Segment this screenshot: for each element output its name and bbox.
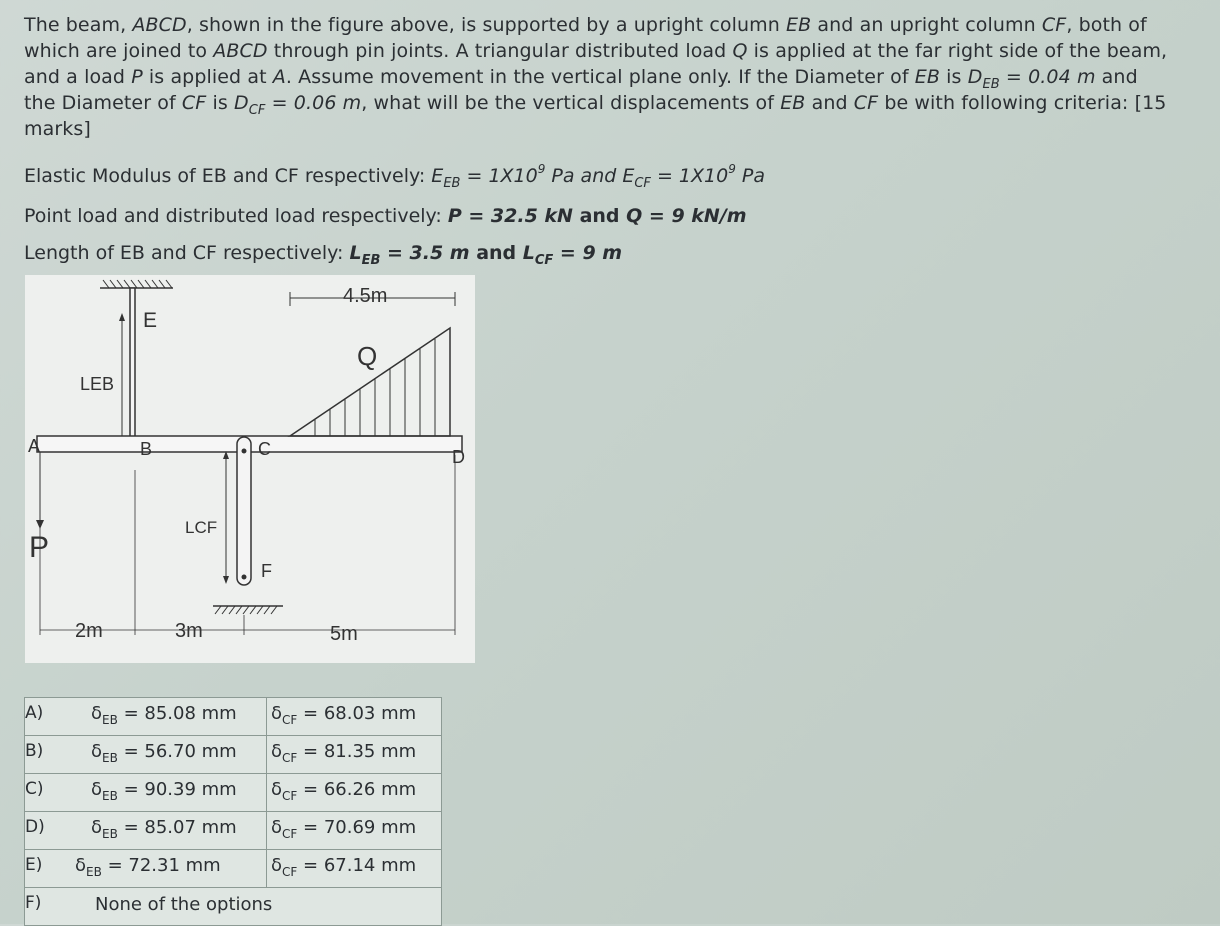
diameter-eb-subscript: EB xyxy=(982,77,1000,92)
spec-label: Point load and distributed load respectively: xyxy=(24,205,448,227)
pin-c xyxy=(242,449,247,454)
ground-hatch-bottom xyxy=(215,606,277,614)
option-c[interactable] xyxy=(25,774,441,812)
label-c: C xyxy=(258,439,271,459)
question-fragment: through pin joints. xyxy=(267,40,456,62)
label-lcf: LCF xyxy=(185,518,218,537)
spec-subscript: CF xyxy=(534,253,554,268)
option-cf-value: $\delta_{CF} = 81.35$ mm xyxy=(271,741,417,765)
label-b: B xyxy=(140,439,153,459)
question-fragment: The beam, xyxy=(24,14,133,36)
option-eb-value: $\delta_{EB} = 72.31$ mm xyxy=(75,855,221,879)
question-fragment: is applied at xyxy=(142,66,273,88)
spec-subscript: EB xyxy=(443,176,461,191)
elastic-modulus-spec xyxy=(24,163,765,189)
question-fragment: , both of which are joined to xyxy=(24,14,1147,62)
spec-symbol: E xyxy=(431,165,444,187)
diameter-cf-subscript: CF xyxy=(248,103,266,118)
question-fragment: , what will be the vertical displacements of xyxy=(361,92,781,114)
length-spec xyxy=(24,240,622,266)
column-cf-shape xyxy=(237,437,251,585)
spec-exponent: 9 xyxy=(728,162,736,176)
column-eb-shape xyxy=(130,288,135,443)
option-e[interactable] xyxy=(25,850,441,888)
spec-value-q: Q = 9 kN/m xyxy=(626,205,747,227)
option-f[interactable] xyxy=(25,888,441,925)
option-letter: A) xyxy=(25,703,44,723)
option-cf-value: $\delta_{CF} = 70.69$ mm xyxy=(271,817,417,841)
spec-value: = 3.5 m xyxy=(380,242,470,264)
point-a: A xyxy=(272,66,286,88)
spec-symbol: L xyxy=(349,242,362,264)
diameter-eb-value: 0.04 m xyxy=(1028,66,1096,88)
question-text xyxy=(24,12,1174,142)
beam-diagram xyxy=(25,275,475,663)
column-cf: CF xyxy=(1041,14,1067,36)
option-letter: D) xyxy=(25,817,45,837)
option-letter: B) xyxy=(25,741,44,761)
pin-f xyxy=(242,575,247,580)
diameter-cf-symbol: D xyxy=(234,92,249,114)
spec-connector: and xyxy=(469,242,523,264)
spec-label: Length of EB and CF respectively: xyxy=(24,242,350,264)
question-fragment: is xyxy=(940,66,968,88)
column-eb: EB xyxy=(914,66,941,88)
spec-subscript: CF xyxy=(634,176,651,191)
column-cf: CF xyxy=(181,92,207,114)
spec-unit: Pa and xyxy=(545,165,623,187)
answer-options xyxy=(24,697,442,926)
question-fragment: = xyxy=(999,66,1029,88)
option-cf-value: $\delta_{CF} = 67.14$ mm xyxy=(271,855,417,879)
question-fragment: , shown in the figure above, is supported by a upright column xyxy=(186,14,787,36)
option-eb-value: $\delta_{EB} = 56.70$ mm xyxy=(91,741,237,765)
option-cf-value: $\delta_{CF} = 68.03$ mm xyxy=(271,703,417,727)
label-e: E xyxy=(143,309,158,332)
option-letter: E) xyxy=(25,855,43,875)
spec-connector: and xyxy=(572,205,627,227)
load-spec xyxy=(24,203,747,229)
question-fragment: be with following criteria: [15 marks] xyxy=(24,92,1167,140)
question-fragment: A triangular distributed load xyxy=(455,40,733,62)
question-fragment: and xyxy=(805,92,854,114)
question-fragment: is xyxy=(206,92,234,114)
option-none-text: None of the options xyxy=(95,894,273,915)
spec-value: = 9 m xyxy=(553,242,623,264)
spec-value: = 1X10 xyxy=(650,165,729,187)
diameter-eb-symbol: D xyxy=(967,66,983,88)
question-fragment: is applied at the far right side of the beam, and a load xyxy=(24,40,1168,88)
option-d[interactable] xyxy=(25,812,441,850)
column-eb: EB xyxy=(780,92,806,114)
question-fragment: and an upright column xyxy=(811,14,1042,36)
label-p: P xyxy=(29,531,50,564)
option-eb-value: $\delta_{EB} = 90.39$ mm xyxy=(91,779,237,803)
question-fragment: . Assume movement in the vertical plane only. If the Diameter of xyxy=(285,66,915,88)
spec-symbol: E xyxy=(622,165,635,187)
beam-name: ABCD xyxy=(132,14,187,36)
dim-5m: 5m xyxy=(330,623,358,645)
dim-2m: 2m xyxy=(75,620,103,642)
label-d: D xyxy=(452,447,465,467)
label-q: Q xyxy=(357,341,378,371)
spec-unit: Pa xyxy=(735,165,765,187)
spec-label: Elastic Modulus of EB and CF respectively: xyxy=(24,165,432,187)
load-p: P xyxy=(131,66,143,88)
spec-value: = 1X10 xyxy=(460,165,538,187)
ground-hatch-top xyxy=(103,280,172,288)
option-letter: C) xyxy=(25,779,44,799)
option-eb-value: $\delta_{EB} = 85.07$ mm xyxy=(91,817,237,841)
dim-4-5m: 4.5m xyxy=(343,285,388,307)
option-a[interactable] xyxy=(25,698,441,736)
label-a: A xyxy=(28,436,41,456)
spec-exponent: 9 xyxy=(537,162,546,176)
column-eb: EB xyxy=(786,14,812,36)
option-eb-value: $\delta_{EB} = 85.08$ mm xyxy=(91,703,237,727)
dim-3m: 3m xyxy=(175,620,203,642)
option-cf-value: $\delta_{CF} = 66.26$ mm xyxy=(271,779,417,803)
option-b[interactable] xyxy=(25,736,441,774)
spec-subscript: EB xyxy=(361,253,381,268)
load-q: Q xyxy=(732,40,748,62)
leb-arrow-up xyxy=(119,313,125,321)
column-cf: CF xyxy=(853,92,879,114)
diameter-cf-value: = 0.06 m xyxy=(265,92,362,114)
option-letter: F) xyxy=(25,893,42,913)
beam-name: ABCD xyxy=(213,40,268,62)
spec-symbol: L xyxy=(522,242,535,264)
beam-diagram-svg xyxy=(25,275,475,663)
label-f: F xyxy=(261,561,272,581)
question-fragment: and the Diameter of xyxy=(24,66,1138,114)
label-leb: LEB xyxy=(80,374,115,394)
spec-value-p: P = 32.5 kN xyxy=(447,205,573,227)
